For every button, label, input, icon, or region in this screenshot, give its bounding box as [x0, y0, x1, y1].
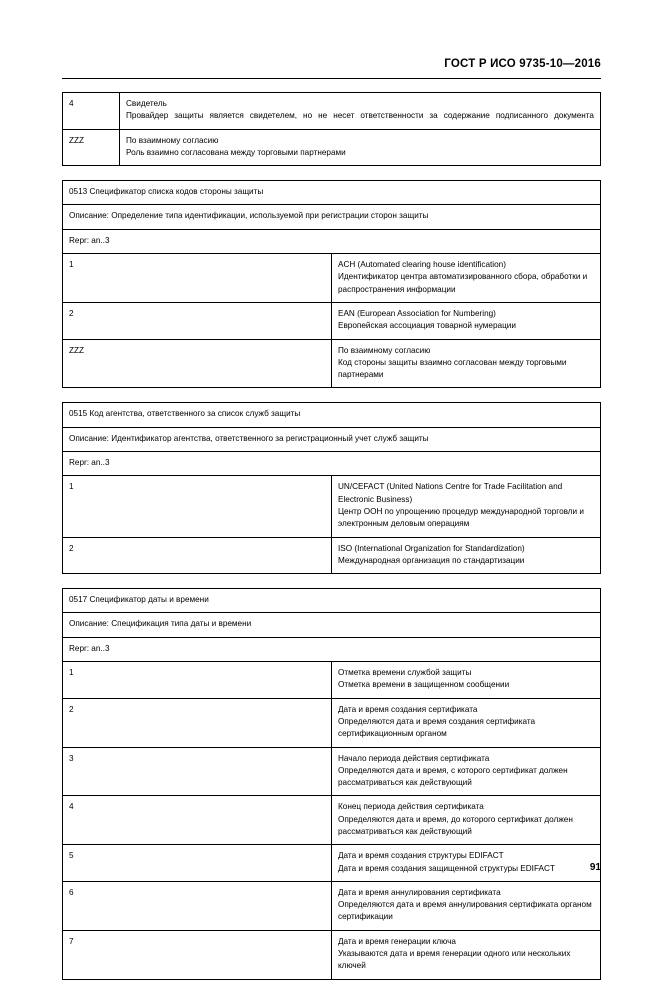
row-definition: Указываются дата и время генерации одного или нескольких ключей [338, 949, 571, 971]
row-code: 6 [63, 881, 332, 930]
row-definition: Центр ООН по упрощению процедур международной торговли и электронным деловым операциям [338, 506, 584, 529]
row-definition: Европейская ассоциация товарной нумерации [338, 321, 516, 331]
header-divider [62, 78, 601, 79]
table-row [63, 796, 601, 845]
row-code: 7 [63, 930, 332, 979]
row-code: ZZZ [63, 129, 120, 166]
row-code: ZZZ [63, 339, 332, 388]
table-0513 [62, 180, 601, 388]
table-continuation [62, 92, 601, 166]
row-term: Дата и время генерации ключа [338, 936, 456, 946]
table-row [63, 129, 601, 166]
row-text [120, 129, 601, 166]
block-description: Описание: Спецификация типа даты и времени [63, 613, 601, 637]
table-row [63, 845, 601, 882]
table-0517 [62, 588, 601, 980]
block-title: 0515 Код агентства, ответственного за список служб защиты [63, 403, 601, 427]
block-title: 0513 Спецификатор списка кодов стороны защиты [63, 181, 601, 205]
row-code: 2 [63, 698, 332, 747]
row-text [332, 662, 601, 699]
row-text [332, 537, 601, 574]
table-0515 [62, 402, 601, 574]
row-text [332, 698, 601, 747]
row-text [332, 881, 601, 930]
row-text [332, 476, 601, 537]
row-definition: Идентификатор центра автоматизированного сбора, обработки и распространения информации [338, 272, 588, 294]
table-row [63, 476, 601, 537]
table-row [63, 930, 601, 979]
row-code: 2 [63, 302, 332, 339]
table-description-row [63, 205, 601, 229]
row-definition: Код стороны защиты взаимно согласован между торговыми партнерами [338, 357, 567, 380]
row-definition: Международная организация по стандартизации [338, 555, 525, 565]
row-term: EAN (European Association for Numbering) [338, 308, 496, 318]
row-text [332, 254, 601, 303]
row-code: 1 [63, 254, 332, 303]
row-definition: Отметка времени в защищенном сообщении [338, 680, 510, 690]
row-term: По взаимному согласию [126, 135, 219, 145]
page-content [62, 92, 601, 994]
row-term: Конец периода действия сертификата [338, 802, 484, 812]
row-term: Начало периода действия сертификата [338, 753, 490, 763]
table-repr-row [63, 452, 601, 476]
table-title-row [63, 589, 601, 613]
block-repr: Repr: an..3 [63, 452, 601, 476]
row-term: ISO (International Organization for Standardization) [338, 543, 525, 553]
row-text [332, 845, 601, 882]
page-number: 91 [589, 862, 601, 873]
table-row [63, 339, 601, 388]
table-repr-row [63, 637, 601, 661]
row-code: 1 [63, 662, 332, 699]
table-row [63, 881, 601, 930]
row-definition: Определяются дата и время аннулирования сертификата органом сертификации [338, 900, 592, 922]
row-term: UN/CEFACT (United Nations Centre for Trade Facilitation and Electronic Business) [338, 482, 563, 504]
table-row [63, 93, 601, 130]
row-definition: Определяются дата и время, с которого сертификат должен рассматриваться как действующий [338, 765, 568, 788]
row-code: 2 [63, 537, 332, 574]
row-definition: Провайдер защиты является свидетелем, но не несет ответственности за содержание подписанного документа [126, 111, 594, 121]
row-term: Дата и время аннулирования сертификата [338, 887, 501, 897]
table-description-row [63, 613, 601, 637]
row-definition: Определяются дата и время создания сертификата сертификационным органом [338, 716, 536, 739]
table-repr-row [63, 229, 601, 253]
row-text [120, 93, 601, 130]
row-code: 1 [63, 476, 332, 537]
row-text [332, 747, 601, 796]
page-header-title: ГОСТ Р ИСО 9735-10—2016 [444, 58, 601, 70]
table-row [63, 698, 601, 747]
row-code: 4 [63, 93, 120, 130]
block-description: Описание: Идентификатор агентства, ответственного за регистрационный учет служб защиты [63, 427, 601, 451]
row-code: 3 [63, 747, 332, 796]
row-code: 4 [63, 796, 332, 845]
row-term: ACH (Automated clearing house identification) [338, 260, 506, 270]
table-row [63, 537, 601, 574]
table-row [63, 747, 601, 796]
row-term: Дата и время создания сертификата [338, 704, 478, 714]
row-definition: Определяются дата и время, до которого сертификат должен рассматриваться как действующий [338, 814, 573, 836]
row-term: Дата и время создания структуры EDIFACT [338, 851, 504, 861]
row-text [332, 302, 601, 339]
row-text [332, 796, 601, 845]
table-title-row [63, 403, 601, 427]
row-code: 5 [63, 845, 332, 882]
row-term: По взаимному согласию [338, 345, 431, 355]
table-row [63, 254, 601, 303]
row-text [332, 930, 601, 979]
block-repr: Repr: an..3 [63, 229, 601, 253]
table-title-row [63, 181, 601, 205]
table-description-row [63, 427, 601, 451]
row-text [332, 339, 601, 388]
table-row [63, 302, 601, 339]
row-term: Отметка времени службой защиты [338, 668, 472, 678]
row-definition: Дата и время создания защищенной структуры EDIFACT [338, 863, 555, 873]
row-term: Свидетель [126, 99, 167, 108]
block-description: Описание: Определение типа идентификации, используемой при регистрации сторон защиты [63, 205, 601, 229]
row-definition: Роль взаимно согласована между торговыми партнерами [126, 147, 346, 157]
block-title: 0517 Спецификатор даты и времени [63, 589, 601, 613]
block-repr: Repr: an..3 [63, 637, 601, 661]
table-row [63, 662, 601, 699]
